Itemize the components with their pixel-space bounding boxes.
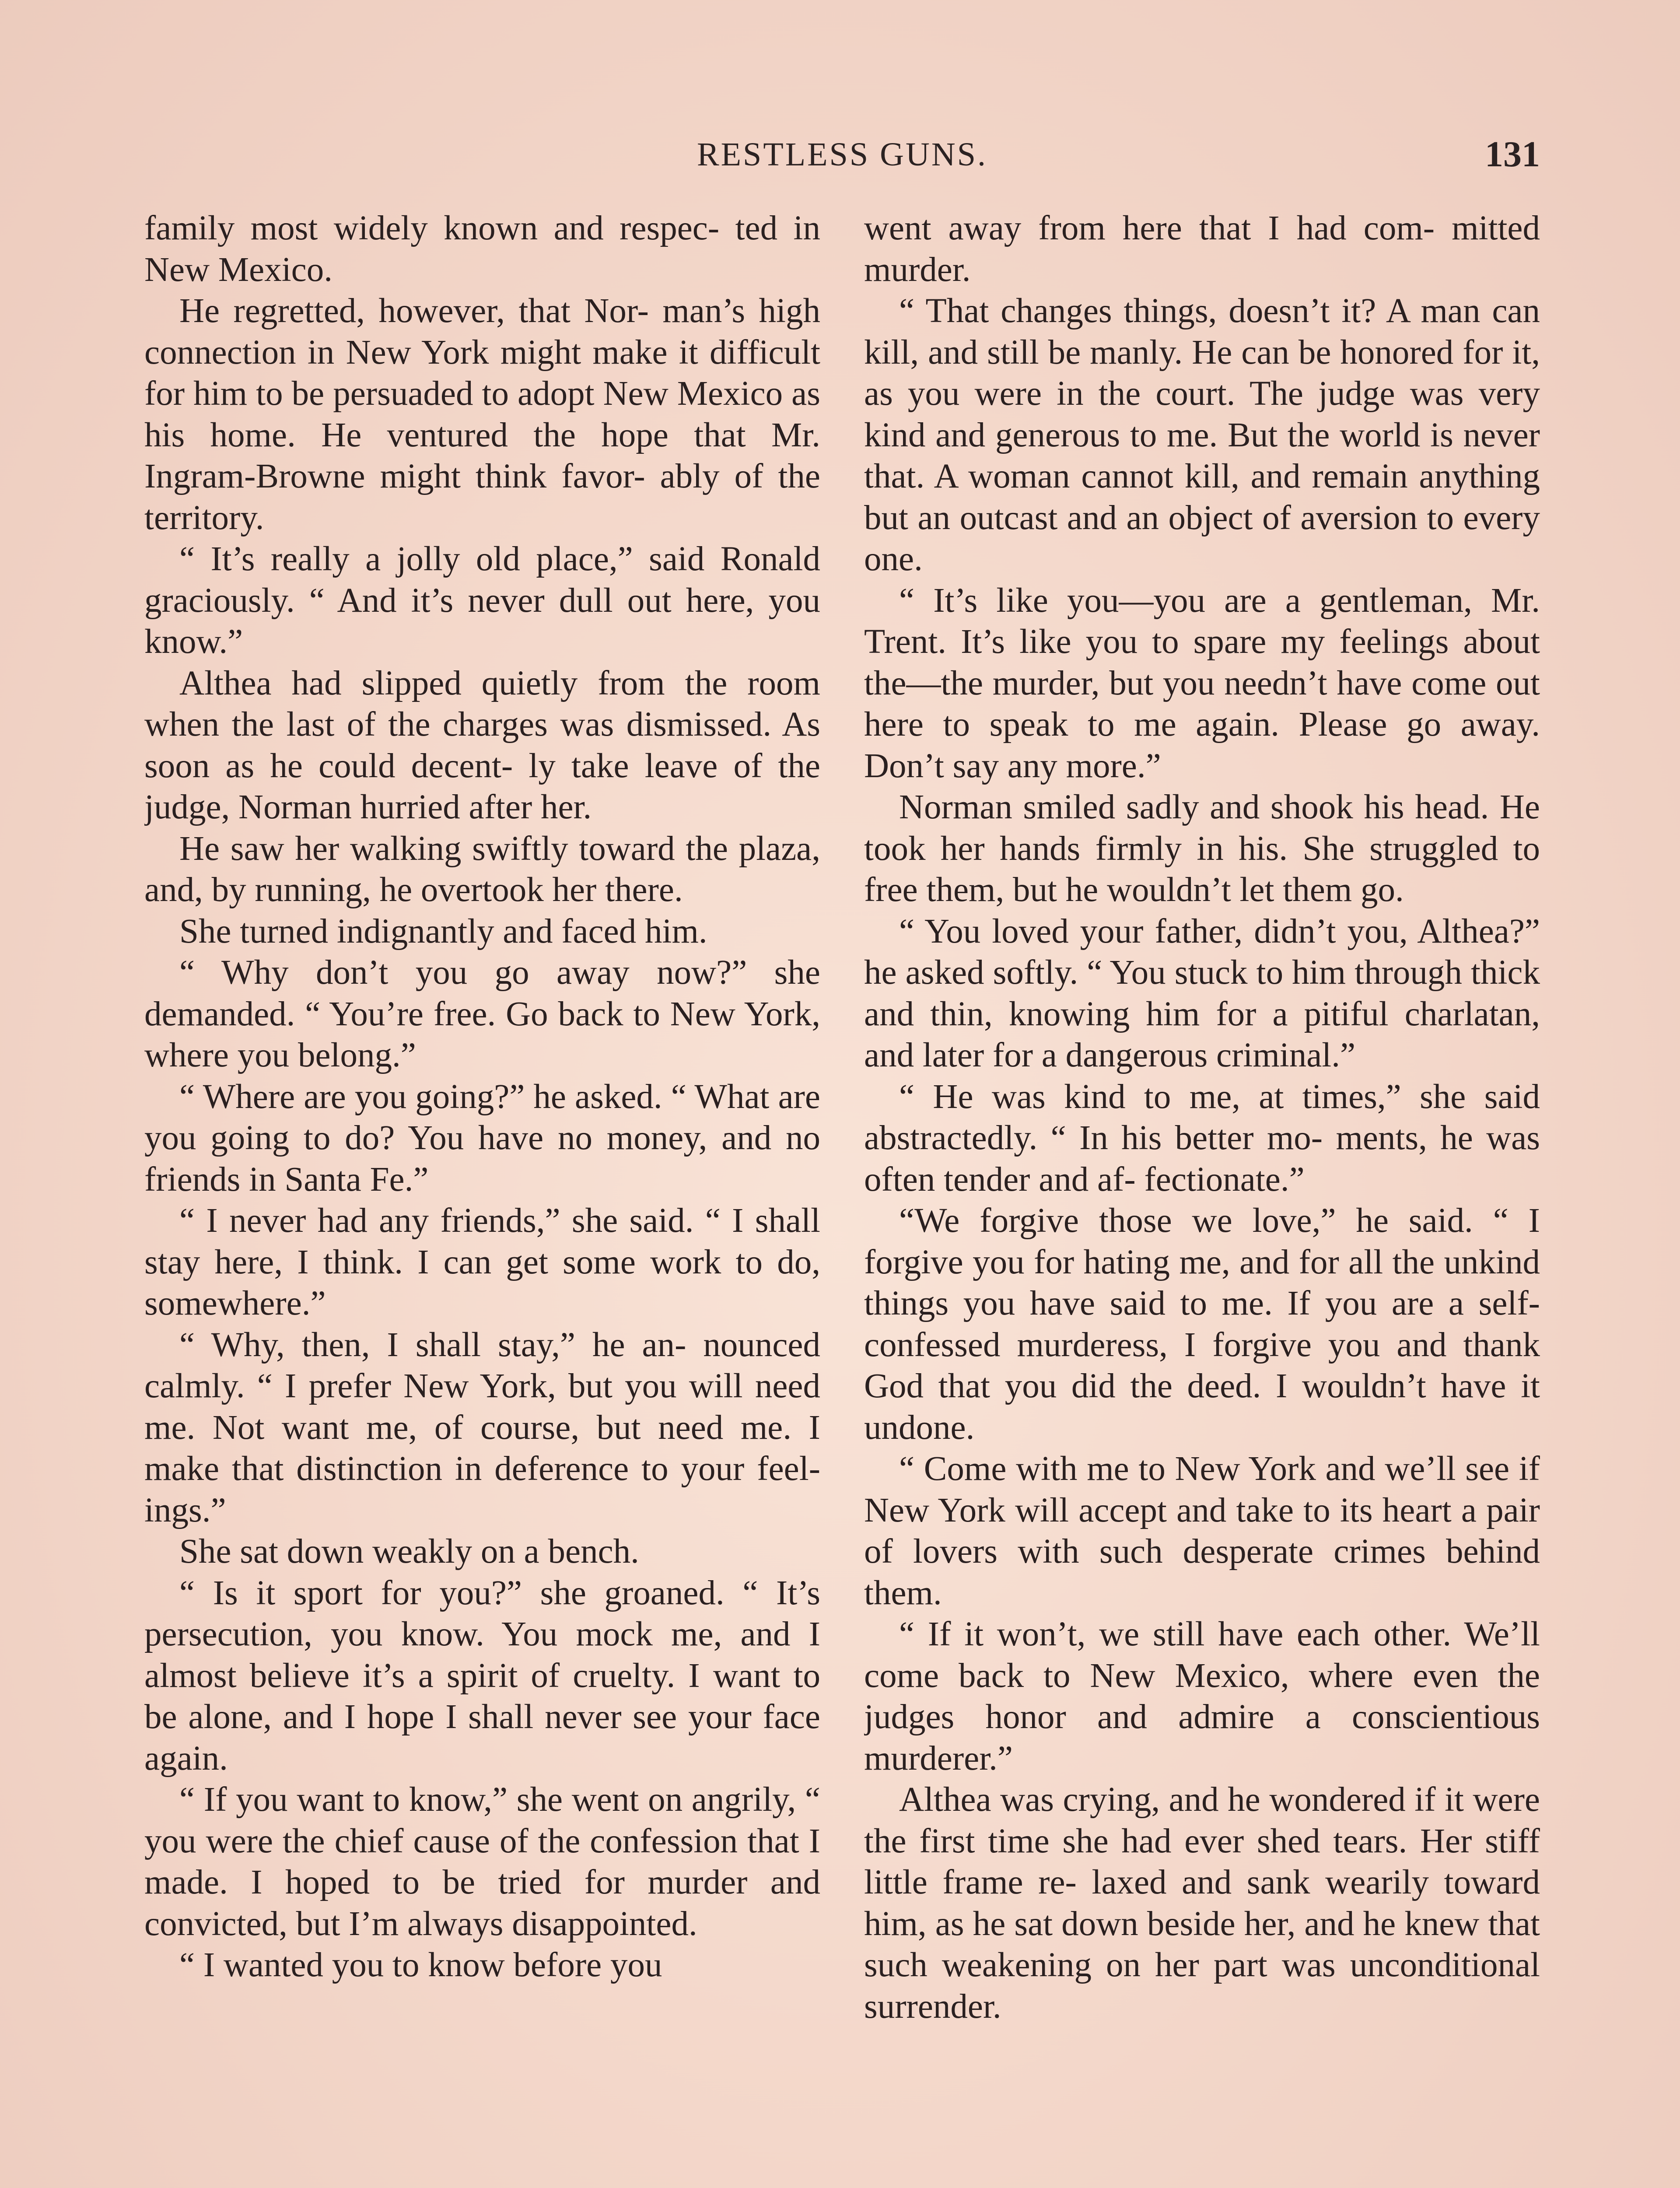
paragraph: “ If it won’t, we still have each other. We’ll come back to New Mexico, where even the judges honor and admire a conscientious murderer.” — [864, 1615, 1540, 1778]
paragraph: He saw her walking swiftly toward the plaza, and, by running, he overtook her there. — [144, 829, 820, 909]
paragraph: “ That changes things, doesn’t it? A man can kill, and still be manly. He can be honored for it, as you were in the court. The judge was very kind and generous to me. But the world is never that. A woman cannot kill, and remain anything but an outcast and an object of aversion to every one. — [864, 292, 1540, 578]
page-number: 131 — [1485, 134, 1540, 175]
paragraph: “ Why don’t you go away now?” she demanded. “ You’re free. Go back to New York, where you belong.” — [144, 954, 820, 1074]
paragraph: “ You loved your father, didn’t you, Althea?” he asked softly. “ You stuck to him through thick and thin, knowing him for a pitiful charlatan, and later for a dangerous criminal.” — [864, 912, 1540, 1074]
paragraph: Althea had slipped quietly from the room when the last of the charges was dismissed. As soon as he could decent- ly take leave of the judge, Norman hurried after her. — [144, 664, 820, 826]
paragraph: family most widely known and respec- ted in New Mexico. — [144, 209, 820, 289]
paragraph: “ If you want to know,” she went on angrily, “ you were the chief cause of the confession that I made. I hoped to be tried for murder and convicted, but I’m always disappointed. — [144, 1781, 820, 1943]
paragraph: “ It’s like you—you are a gentleman, Mr. Trent. It’s like you to spare my feelings about the—the murder, but you needn’t have come out here to speak to me again. Please go away. Don’t say any more.” — [864, 581, 1540, 785]
paragraph: Althea was crying, and he wondered if it were the first time she had ever shed tears. Her stiff little frame re- laxed and sank wearily toward him, as he sat down beside her, and he knew that such weakening on her part was unconditional surrender. — [864, 1781, 1540, 2026]
paragraph: “ It’s really a jolly old place,” said Ronald graciously. “ And it’s never dull out here, you know.” — [144, 540, 820, 661]
paragraph: “ Why, then, I shall stay,” he an- nounced calmly. “ I prefer New York, but you will need me. Not want me, of course, but need me. I make that distinction in deference to your feel- ings.” — [144, 1325, 820, 1529]
paragraph: “ I wanted you to know before you — [179, 1946, 662, 1984]
paragraph: She sat down weakly on a bench. — [179, 1532, 639, 1571]
left-column — [144, 208, 820, 2188]
paragraph: went away from here that I had com- mitted murder. — [864, 209, 1540, 289]
text-columns — [144, 208, 1540, 2188]
paragraph: “ Is it sport for you?” she groaned. “ It’s persecution, you know. You mock me, and I almost believe it’s a spirit of cruelty. I want to be alone, and I hope I shall never see your face again. — [144, 1574, 820, 1778]
running-title: RESTLESS GUNS. — [696, 136, 988, 173]
paragraph: She turned indignantly and faced him. — [179, 912, 707, 950]
paragraph: “ I never had any friends,” she said. “ I shall stay here, I think. I can get some work to do, somewhere.” — [144, 1202, 820, 1322]
paragraph: He regretted, however, that Nor- man’s high connection in New York might make it difficult for him to be persuaded to adopt New Mexico as his home. He ventured the hope that Mr. Ingram-Browne might think favor- ably of the territory. — [144, 292, 820, 537]
paragraph: Norman smiled sadly and shook his head. He took her hands firmly in his. She struggled to free them, but he wouldn’t let them go. — [864, 788, 1540, 909]
right-column — [864, 208, 1540, 2188]
paragraph: “ He was kind to me, at times,” she said abstractedly. “ In his better mo- ments, he was often tender and af- fectionate.” — [864, 1077, 1540, 1199]
paragraph: “ Come with me to New York and we’ll see if New York will accept and take to its heart a pair of lovers with such desperate crimes behind them. — [864, 1450, 1540, 1612]
paragraph: “ Where are you going?” he asked. “ What are you going to do? You have no money, and no friends in Santa Fe.” — [144, 1077, 820, 1199]
page-header — [144, 131, 1540, 179]
paragraph: “We forgive those we love,” he said. “ I forgive you for hating me, and for all the unkind things you have said to me. If you are a self-confessed murderess, I forgive you and thank God that you did the deed. I wouldn’t have it undone. — [864, 1202, 1540, 1447]
